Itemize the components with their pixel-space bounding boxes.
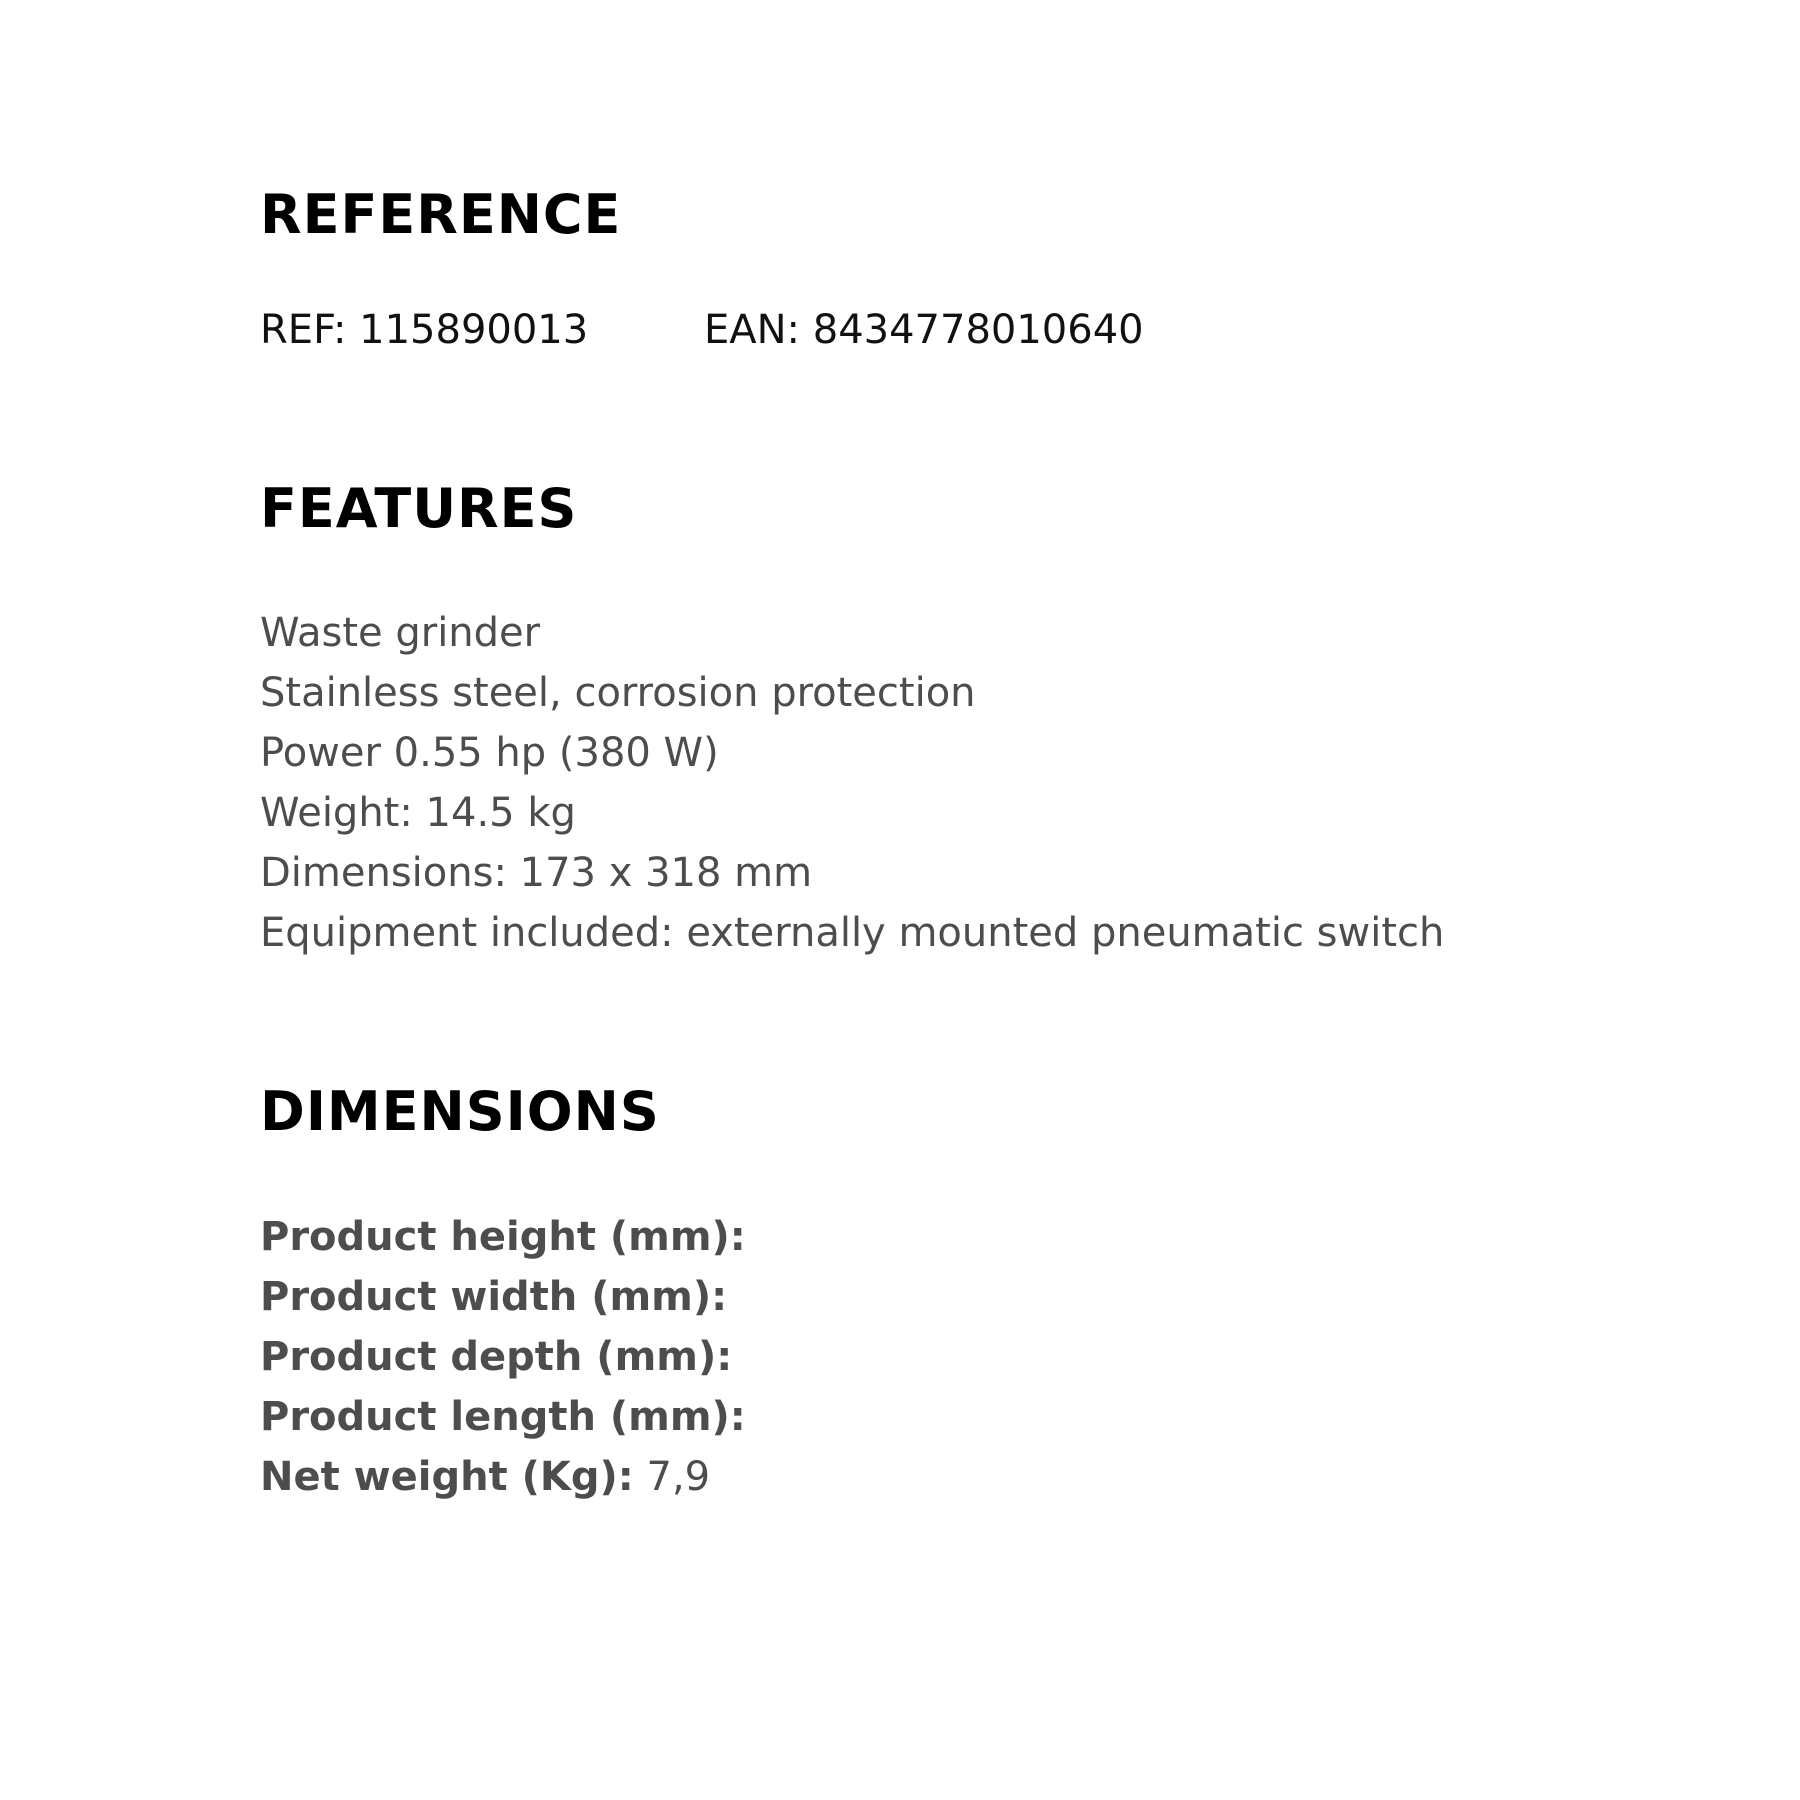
dimension-label: Product length (mm):: [260, 1394, 746, 1440]
feature-item: Stainless steel, corrosion protection: [260, 670, 976, 716]
dimension-row-depth: [260, 1327, 746, 1387]
dimension-row-width: [260, 1267, 746, 1327]
reference-heading: REFERENCE: [260, 183, 622, 246]
dimension-label: Net weight (Kg):: [260, 1454, 634, 1500]
feature-item: Waste grinder: [260, 610, 541, 656]
feature-item: Equipment included: externally mounted pneumatic switch: [260, 910, 1445, 956]
dimension-row-net-weight: [260, 1447, 746, 1507]
dimension-row-length: [260, 1387, 746, 1447]
reference-row: [260, 305, 1144, 355]
feature-item: Weight: 14.5 kg: [260, 790, 576, 836]
feature-item: Dimensions: 173 x 318 mm: [260, 850, 813, 896]
dimensions-heading: DIMENSIONS: [260, 1080, 660, 1143]
dimension-value: 7,9: [646, 1454, 711, 1500]
features-heading: FEATURES: [260, 477, 578, 540]
dimension-label: Product height (mm):: [260, 1214, 746, 1260]
dimension-label: Product depth (mm):: [260, 1334, 733, 1380]
features-list: [260, 603, 1444, 963]
feature-item: Power 0.55 hp (380 W): [260, 730, 719, 776]
dimension-label: Product width (mm):: [260, 1274, 728, 1320]
dimension-row-height: [260, 1207, 746, 1267]
ref-code: REF: 115890013: [260, 307, 589, 353]
dimensions-list: [260, 1207, 746, 1507]
ean-code: EAN: 8434778010640: [704, 307, 1144, 353]
